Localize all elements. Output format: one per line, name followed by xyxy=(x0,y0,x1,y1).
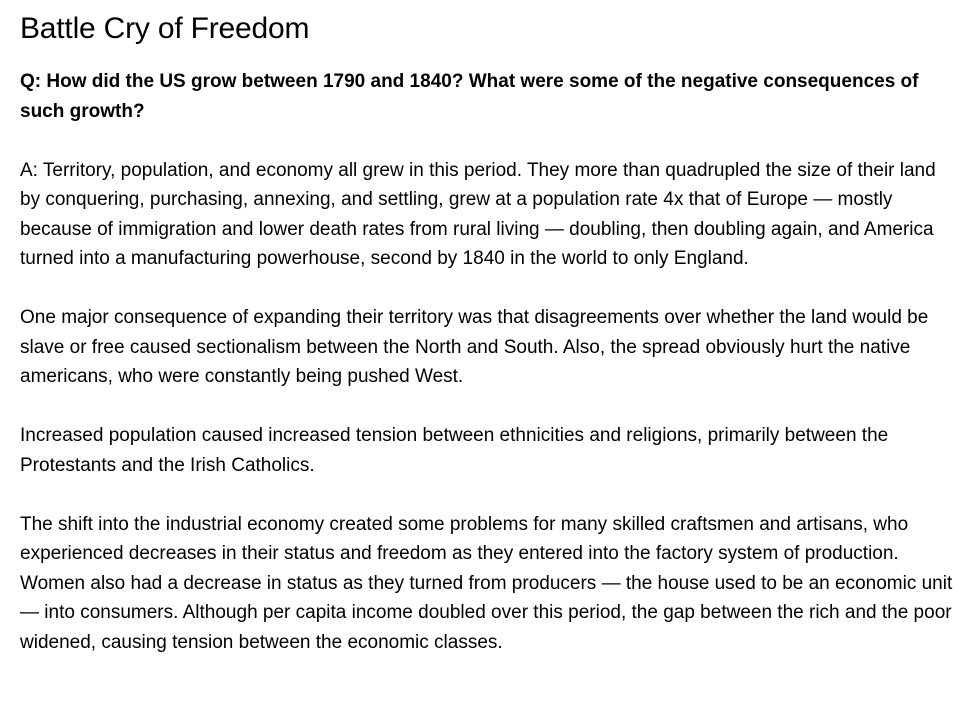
answer-paragraph-growth: A: Territory, population, and economy all grew in this period. They more than quadrupled the size of their land by conquering, purchasing, annexing, and settling, grew at a population rate 4x that of Europe — mostly because of immigration and lower death rates from rural living — doubling, then doubling again, and America turned into a manufacturing powerhouse, second by 1840 in the world to only England. xyxy=(20,159,936,269)
page-title: Battle Cry of Freedom xyxy=(20,12,310,45)
answer-paragraph-population: Increased population caused increased tension between ethnicities and religions, primarily between the Protestants and the Irish Catholics. xyxy=(20,425,889,476)
answer-paragraph-economy: The shift into the industrial economy created some problems for many skilled craftsmen and artisans, who experienced decreases in their status and freedom as they entered into the factory system of production. Women also had a decrease in status as they turned from producers — the house used to be an economic unit — into consumers. Although per capita income doubled over this period, the gap between the rich and the poor widened, causing tension between the economic classes. xyxy=(20,513,953,653)
question-text: Q: How did the US grow between 1790 and 1840? What were some of the negative consequences of such growth? xyxy=(20,71,919,122)
answer-paragraph-territory: One major consequence of expanding their territory was that disagreements over whether the land would be slave or free caused sectionalism between the North and South. Also, the spread obviously hurt the native americans, who were constantly being pushed West. xyxy=(20,307,929,387)
